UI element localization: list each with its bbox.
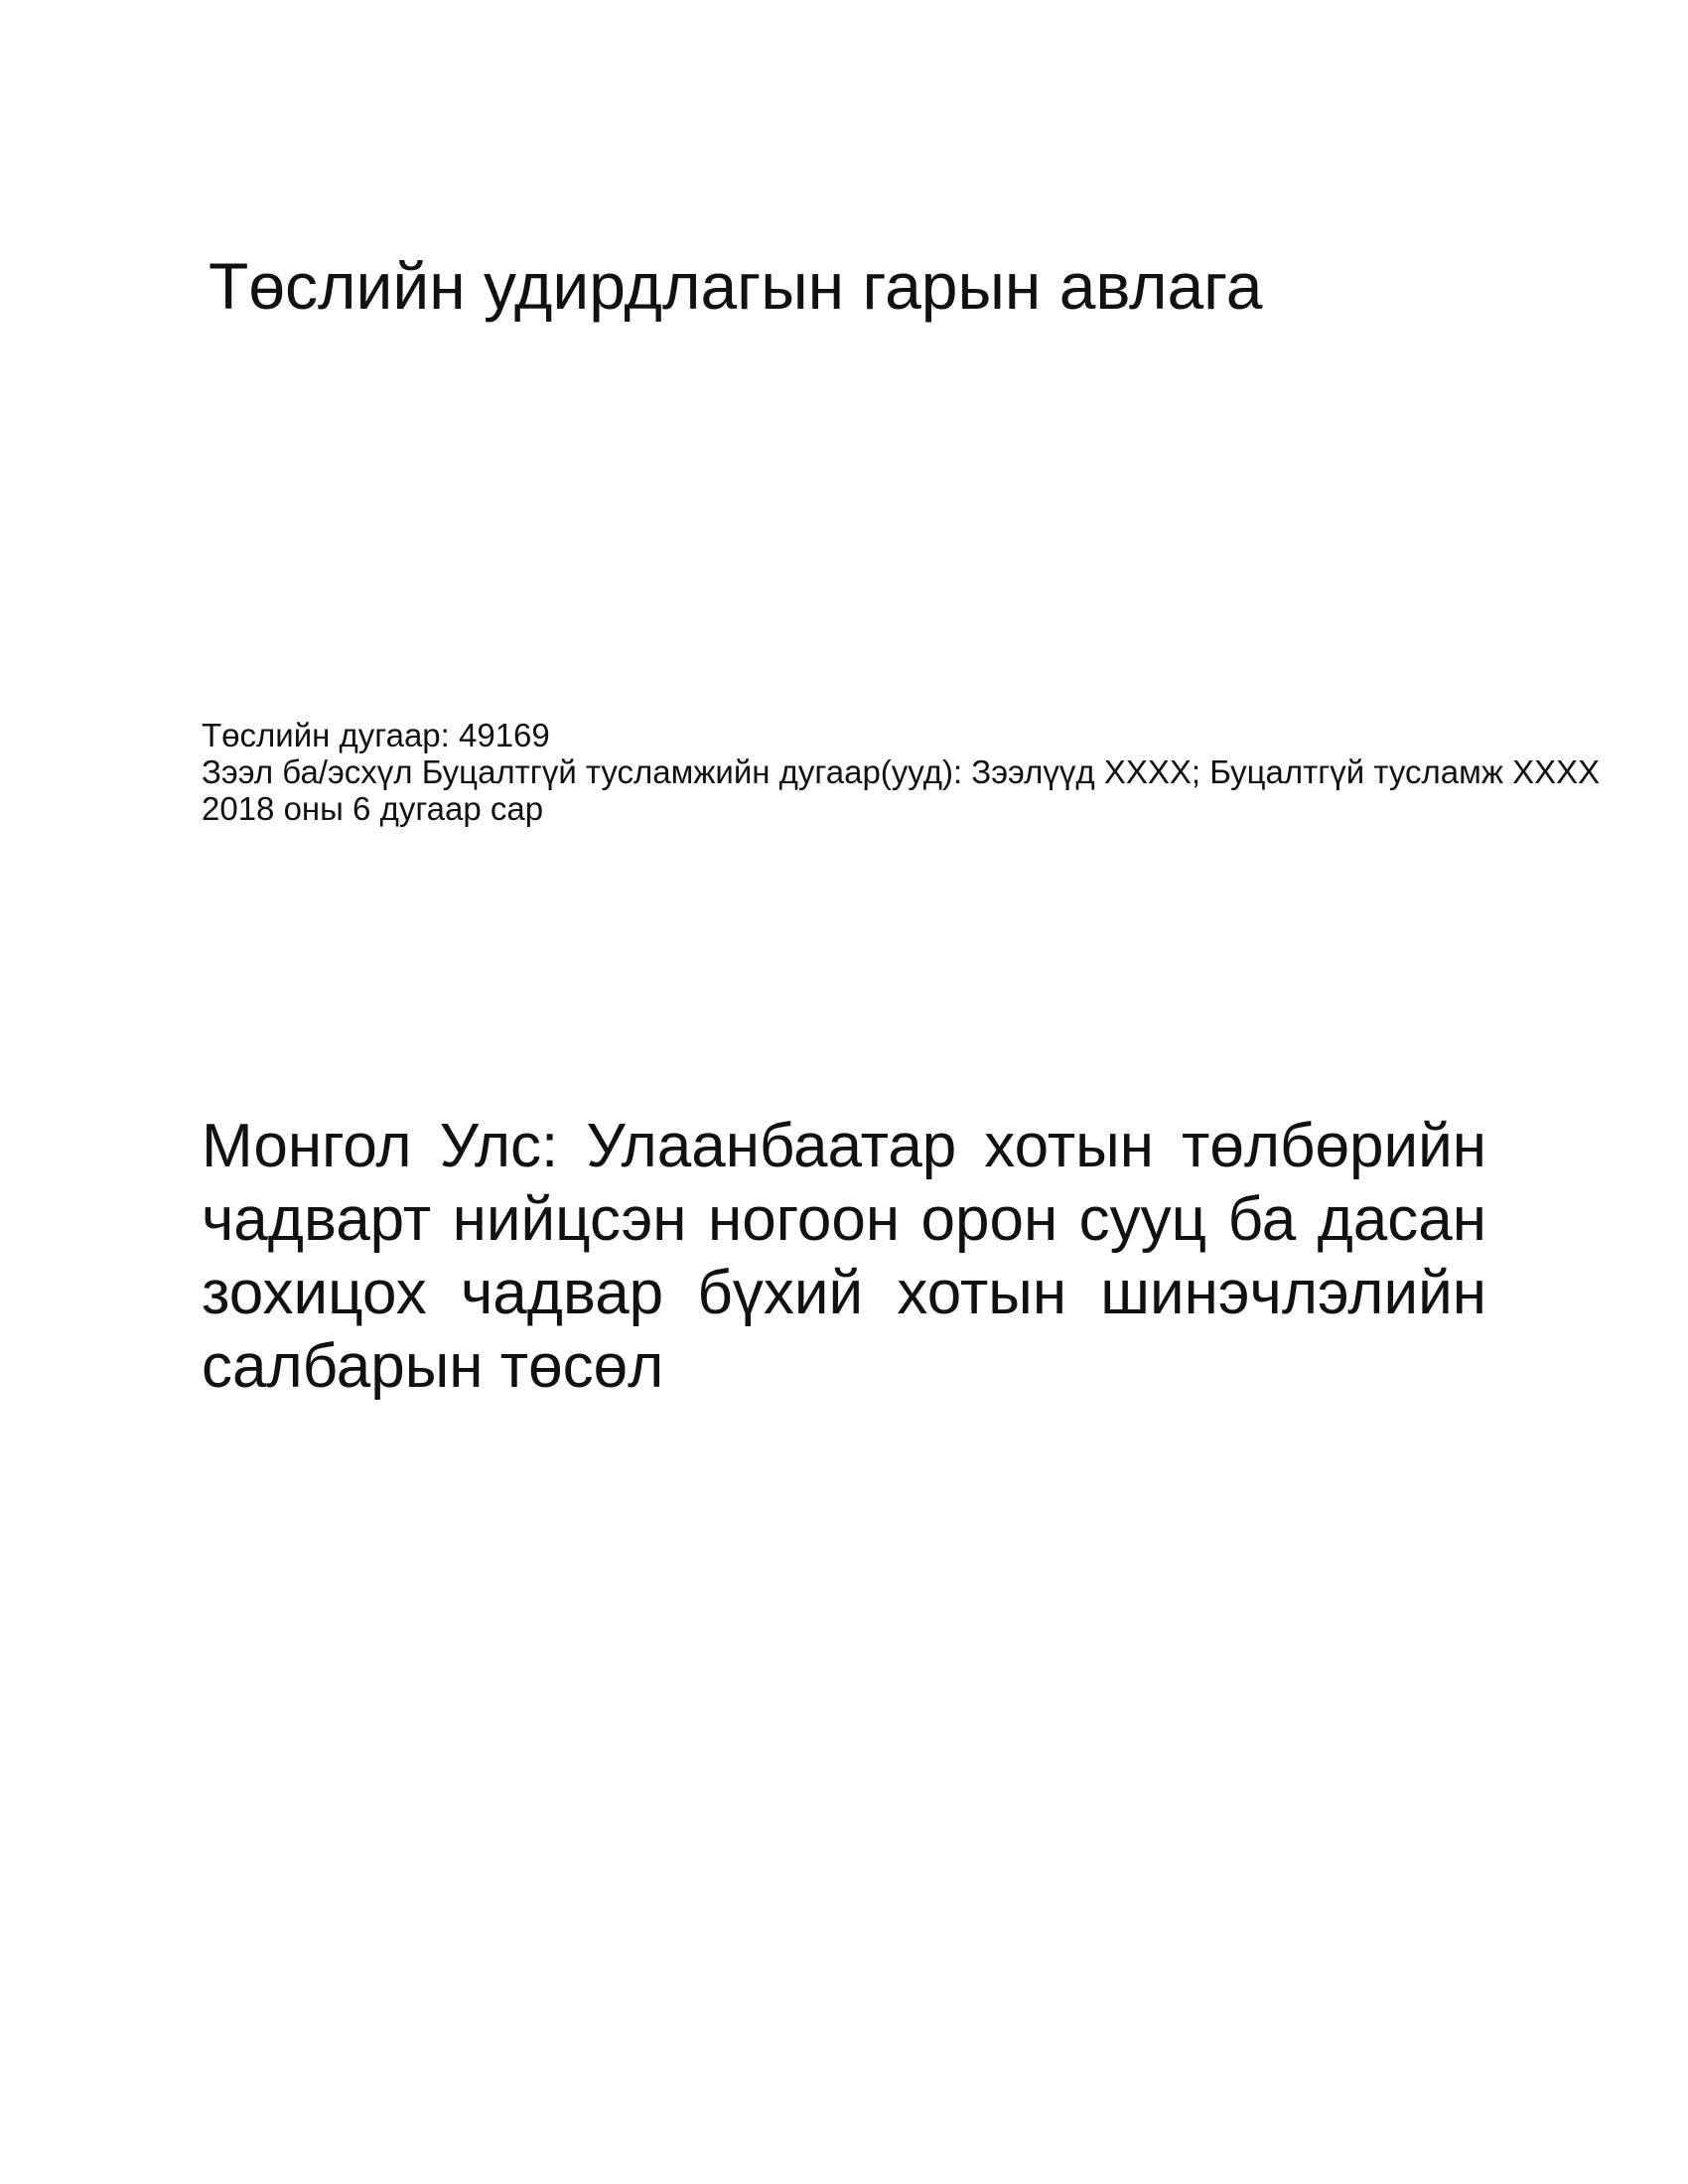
project-title-line-3: зохицох чадвар бүхий хотын шинэчлэлийн xyxy=(202,1259,1486,1327)
project-meta-block xyxy=(202,717,1601,827)
project-title-line-4: салбарын төсөл xyxy=(202,1332,664,1401)
publication-date-line: 2018 оны 6 дугаар сар xyxy=(202,790,544,827)
document-title: Төслийн удирдлагын гарын авлага xyxy=(209,249,1263,323)
project-number-line: Төслийн дугаар: 49169 xyxy=(202,717,550,753)
loan-grant-numbers-line: Зээл ба/эсхүл Буцалтгүй тусламжийн дугаар(ууд): Зээлүүд XXXX; Буцалтгүй тусламж XXXX xyxy=(202,753,1601,790)
project-title-block xyxy=(202,1110,1486,1404)
project-title-line-2: чадварт нийцсэн ногоон орон сууц ба дасан xyxy=(202,1185,1486,1254)
project-title-line-1: Монгол Улс: Улаанбаатар хотын төлбөрийн xyxy=(202,1112,1486,1180)
